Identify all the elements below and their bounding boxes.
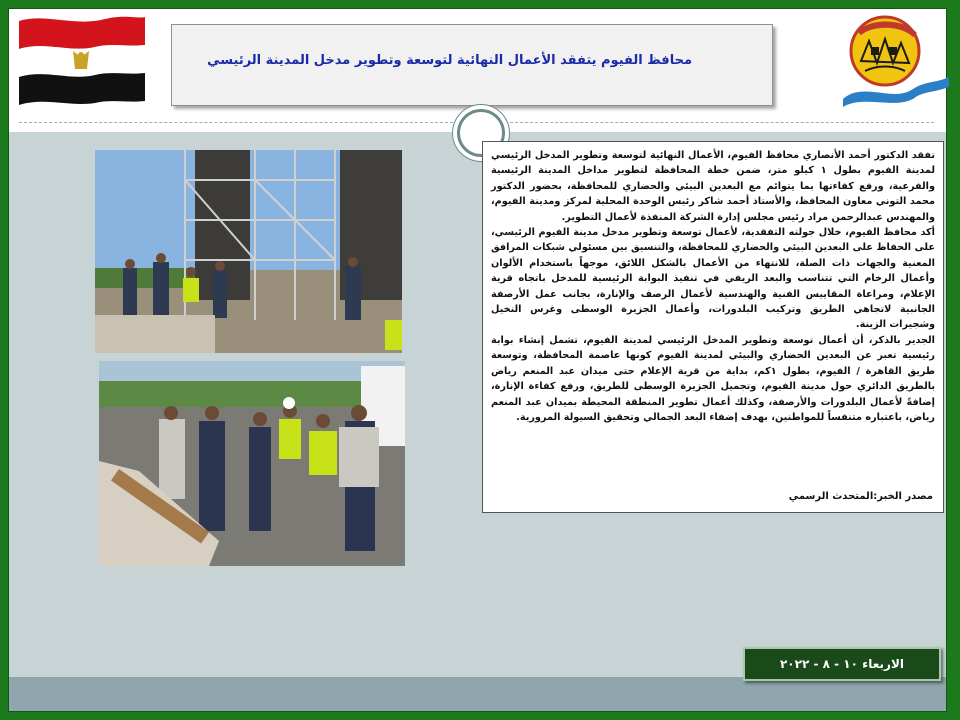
title-box (171, 24, 773, 106)
site-inspection-scaffolding-photo (95, 150, 402, 353)
page-title: محافظ الفيوم يتفقد الأعمال النهائية لتوسعة وتطوير مدخل المدينة الرئيسي (207, 53, 692, 68)
date-badge (743, 647, 941, 681)
article-paragraph: تفقد الدكتور أحمد الأنصاري محافظ الفيوم، الأعمال النهائية لتوسعة وتطوير المدخل الرئيسي لمدينة الفيوم بطول ١ كيلو متر، ضمن خطة المحافظة لتطوير مداخل المدينة الرئيسية والفرعية، ورفع كفاءتها بما يتوائم مع البعدين البيئي والحضاري للمحافظة، بحضور الدكتور محمد التوني معاون المحافظ، والأستاذ أحمد شاكر رئيس الوحدة المحلية لمركز ومدينة الفيوم، والمهندس عبدالرحمن مراد رئيس مجلس إدارة الشركة المنفذة لأعمال التطوير. (491, 150, 935, 223)
site-inspection-workers-photo (99, 361, 405, 566)
egypt-flag-icon (15, 13, 149, 105)
article-source: مصدر الخبر:المتحدث الرسمي (788, 490, 933, 502)
footer-divider (9, 677, 946, 711)
fayoum-governorate-logo-icon (833, 11, 951, 107)
date-text: الاربعاء ١٠ - ٨ - ٢٠٢٢ (779, 657, 905, 671)
article-paragraph: الجدير بالذكر، أن أعمال توسعة وتطوير المدخل الرئيسي لمدينة الفيوم، تشمل إنشاء بوابة رئيسية تعبر عن البعدين الحضاري والبيئي لمدينة الفيوم كونها عاصمة المحافظة، وتوسعة طريق القاهرة / الفيوم، بطول ١كم، بداية من قرية الإعلام حتى ميدان عبد المنعم رياض بالطريق الدائري حول مدينة الفيوم، وتجميل الجزيرة الوسطى للطريق، ورفع كفاءة الإنارة، إضافةً لأعمال البلدورات والأرصفة، وكذلك أعمال تطوير المنطقة المحيطة بميدان عبد المنعم رياض، باعتباره متنفساً للمواطنين، بهدف إضفاء البعد الجمالي وتحقيق السيولة المرورية. (491, 334, 936, 423)
page-frame (8, 8, 947, 712)
article-text-box (482, 141, 944, 513)
article-paragraph: أكد محافظ الفيوم، خلال جولته التفقدية، لأعمال توسعة وتطوير مدخل مدينة الفيوم الرئيسي، على الحفاظ على البعدين البيئي والحضاري للمحافظة، والتنسيق بين مسئولي شبكات المرافق المعنية والجهات ذات الصلة، للانتهاء من الأعمال بالشكل اللائق، موجهاً باستخدام الألوان وأعمال الرخام التي تتناسب والبعد الريفي في تنفيذ البوابة الرئيسية للمدخل باتجاه قرية الإعلام، ومراعاة المقاييس الفنية والهندسية لأعمال الرصف والإنارة، بجانب عمل الأرصفة الجانبية لاتجاهي الطريق وتركيب البلدورات، وأعمال الجزيرة الوسطى وغرس النخيل وشجيرات الزينة. (491, 227, 935, 331)
